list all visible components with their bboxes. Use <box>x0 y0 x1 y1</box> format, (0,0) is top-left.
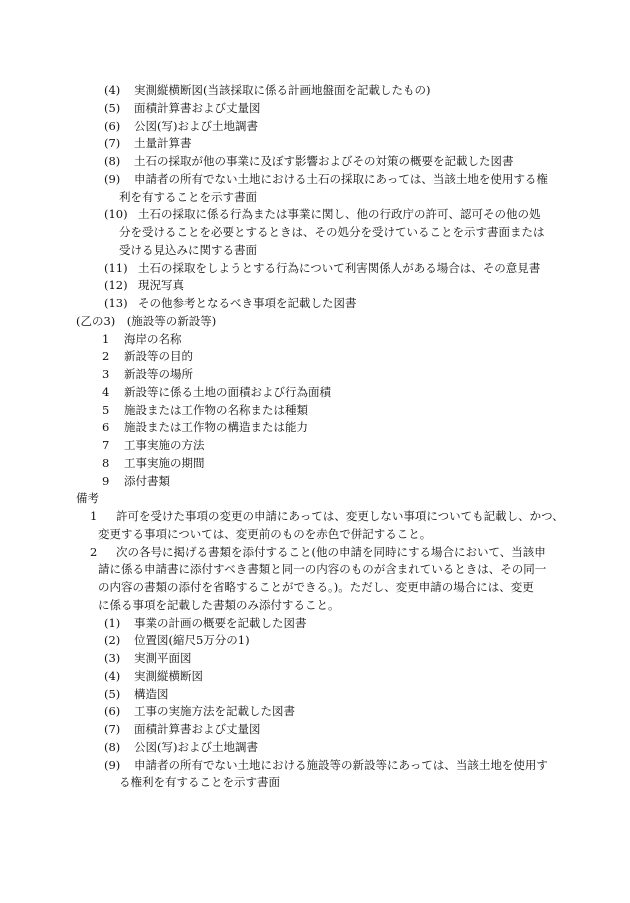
item-number: (10) <box>104 207 128 222</box>
item-number: 7 <box>102 438 110 452</box>
item-continuation: 請に係る申請書に添付すべき書類と同一の内容のものが含まれているときは、その同一 <box>98 562 547 577</box>
item-text: 施設または工作物の構造または能力 <box>124 420 308 435</box>
list-item <box>104 152 514 170</box>
item-text: 新設等の目的 <box>124 349 193 364</box>
item-continuation: 受ける見込みに関する書面 <box>119 242 257 257</box>
item-number: 1 <box>90 509 98 523</box>
item-text: 添付書類 <box>124 473 170 488</box>
remark-item <box>90 507 564 525</box>
item-number: (12) <box>104 278 128 293</box>
list-item <box>104 720 261 738</box>
list-item <box>102 330 182 348</box>
item-continuation: に係る事項を記載した書類のみ添付すること。 <box>98 597 340 612</box>
item-text: 土量計算書 <box>134 136 192 151</box>
list-item <box>104 631 250 649</box>
item-number: 4 <box>102 384 110 399</box>
item-number: (8) <box>104 739 121 754</box>
list-item <box>102 401 308 419</box>
list-item <box>104 614 307 632</box>
list-item <box>104 205 541 223</box>
item-text: 土石の採取が他の事業に及ぼす影響およびその対策の概要を記載した図書 <box>134 154 514 168</box>
item-text: 新設等の場所 <box>124 367 193 381</box>
item-text: 申請者の所有でない土地における施設等の新設等にあっては、当該土地を使用す <box>134 757 548 772</box>
item-number: (4) <box>104 83 121 97</box>
item-number: (11) <box>104 260 128 275</box>
item-text: 公図(写)および土地調書 <box>134 739 258 754</box>
item-continuation: 利を有することを示す書面 <box>119 189 257 204</box>
item-number: 6 <box>102 420 110 435</box>
item-continuation: る権利を有することを示す書面 <box>119 775 280 790</box>
item-text: 申請者の所有でない土地における土石の採取にあっては、当該土地を使用する権 <box>134 171 548 186</box>
item-text: 施設または工作物の名称または種類 <box>124 402 308 417</box>
list-item <box>104 738 258 756</box>
item-number: (2) <box>104 633 121 648</box>
item-text: 土石の採取をしようとする行為について利害関係人がある場合は、その意見書 <box>138 260 541 275</box>
item-text: 土石の採取に係る行為または事業に関し、他の行政庁の許可、認可その他の処 <box>138 207 541 222</box>
item-continuation: 変更する事項については、変更前のものを赤色で併記すること。 <box>98 526 432 541</box>
item-number: (13) <box>104 296 128 310</box>
item-text: 工事実施の方法 <box>124 438 205 452</box>
item-number: 5 <box>102 402 110 417</box>
list-item <box>102 347 193 365</box>
item-text: 次の各号に掲げる書類を添付すること(他の申請を同時にする場合において、当該申 <box>116 544 546 559</box>
list-item <box>102 365 193 383</box>
item-text: 事業の計画の概要を記載した図書 <box>134 615 307 630</box>
list-item <box>104 81 430 99</box>
section-heading: (乙の3) (施設等の新設等) <box>76 313 217 328</box>
item-number: (6) <box>104 704 121 719</box>
list-item <box>104 756 548 774</box>
list-item <box>102 383 331 401</box>
item-number: 2 <box>102 349 110 364</box>
item-number: 9 <box>102 473 110 488</box>
item-text: 工事実施の期間 <box>124 455 205 470</box>
item-number: 1 <box>102 331 110 346</box>
item-text: 面積計算書および丈量図 <box>134 100 261 115</box>
item-number: (5) <box>104 686 121 701</box>
item-text: その他参考となるべき事項を記載した図書 <box>138 296 357 310</box>
list-item <box>104 99 261 117</box>
item-number: (8) <box>104 154 121 168</box>
list-item <box>102 436 205 454</box>
list-item <box>102 472 170 490</box>
item-number: (1) <box>104 615 121 630</box>
item-text: 許可を受けた事項の変更の申請にあっては、変更しない事項についても記載し、かつ、 <box>116 509 564 523</box>
remark-item <box>90 543 546 561</box>
item-number: (5) <box>104 100 121 115</box>
list-item <box>104 134 192 152</box>
item-text: 位置図(縮尺5万分の1) <box>134 633 250 648</box>
item-text: 海岸の名称 <box>124 331 182 346</box>
item-continuation: 分を受けることを必要とするときは、その処分を受けていることを示す書面または <box>119 225 545 239</box>
item-number: (3) <box>104 651 121 665</box>
item-number: 8 <box>102 455 110 470</box>
item-text: 面積計算書および丈量図 <box>134 722 261 736</box>
list-item <box>104 649 192 667</box>
remarks-heading: 備考 <box>76 491 99 506</box>
item-text: 工事の実施方法を記載した図書 <box>134 704 295 719</box>
list-item <box>104 259 540 277</box>
item-text: 新設等に係る土地の面積および行為面積 <box>124 384 331 399</box>
list-item <box>104 702 295 720</box>
item-text: 実測縦横断図(当該採取に係る計画地盤面を記載したもの) <box>134 83 431 97</box>
list-item <box>104 170 548 188</box>
item-text: 公図(写)および土地調書 <box>134 118 258 133</box>
item-continuation: の内容の書類の添付を省略することができる。)。ただし、変更申請の場合には、変更 <box>98 580 534 594</box>
item-number: (4) <box>104 668 121 683</box>
item-number: (9) <box>104 757 121 772</box>
list-item <box>104 294 357 312</box>
item-text: 構造図 <box>134 686 169 701</box>
item-number: (7) <box>104 722 121 736</box>
list-item <box>102 418 308 436</box>
item-number: 2 <box>90 544 98 559</box>
item-number: 3 <box>102 367 110 381</box>
list-item <box>104 667 203 685</box>
item-number: (9) <box>104 171 121 186</box>
item-text: 実測縦横断図 <box>134 668 203 683</box>
list-item <box>102 454 205 472</box>
item-text: 実測平面図 <box>134 651 192 665</box>
list-item <box>104 685 169 703</box>
item-number: (6) <box>104 118 121 133</box>
list-item <box>104 117 258 135</box>
item-text: 現況写真 <box>138 278 184 293</box>
list-item <box>104 276 184 294</box>
item-number: (7) <box>104 136 121 151</box>
